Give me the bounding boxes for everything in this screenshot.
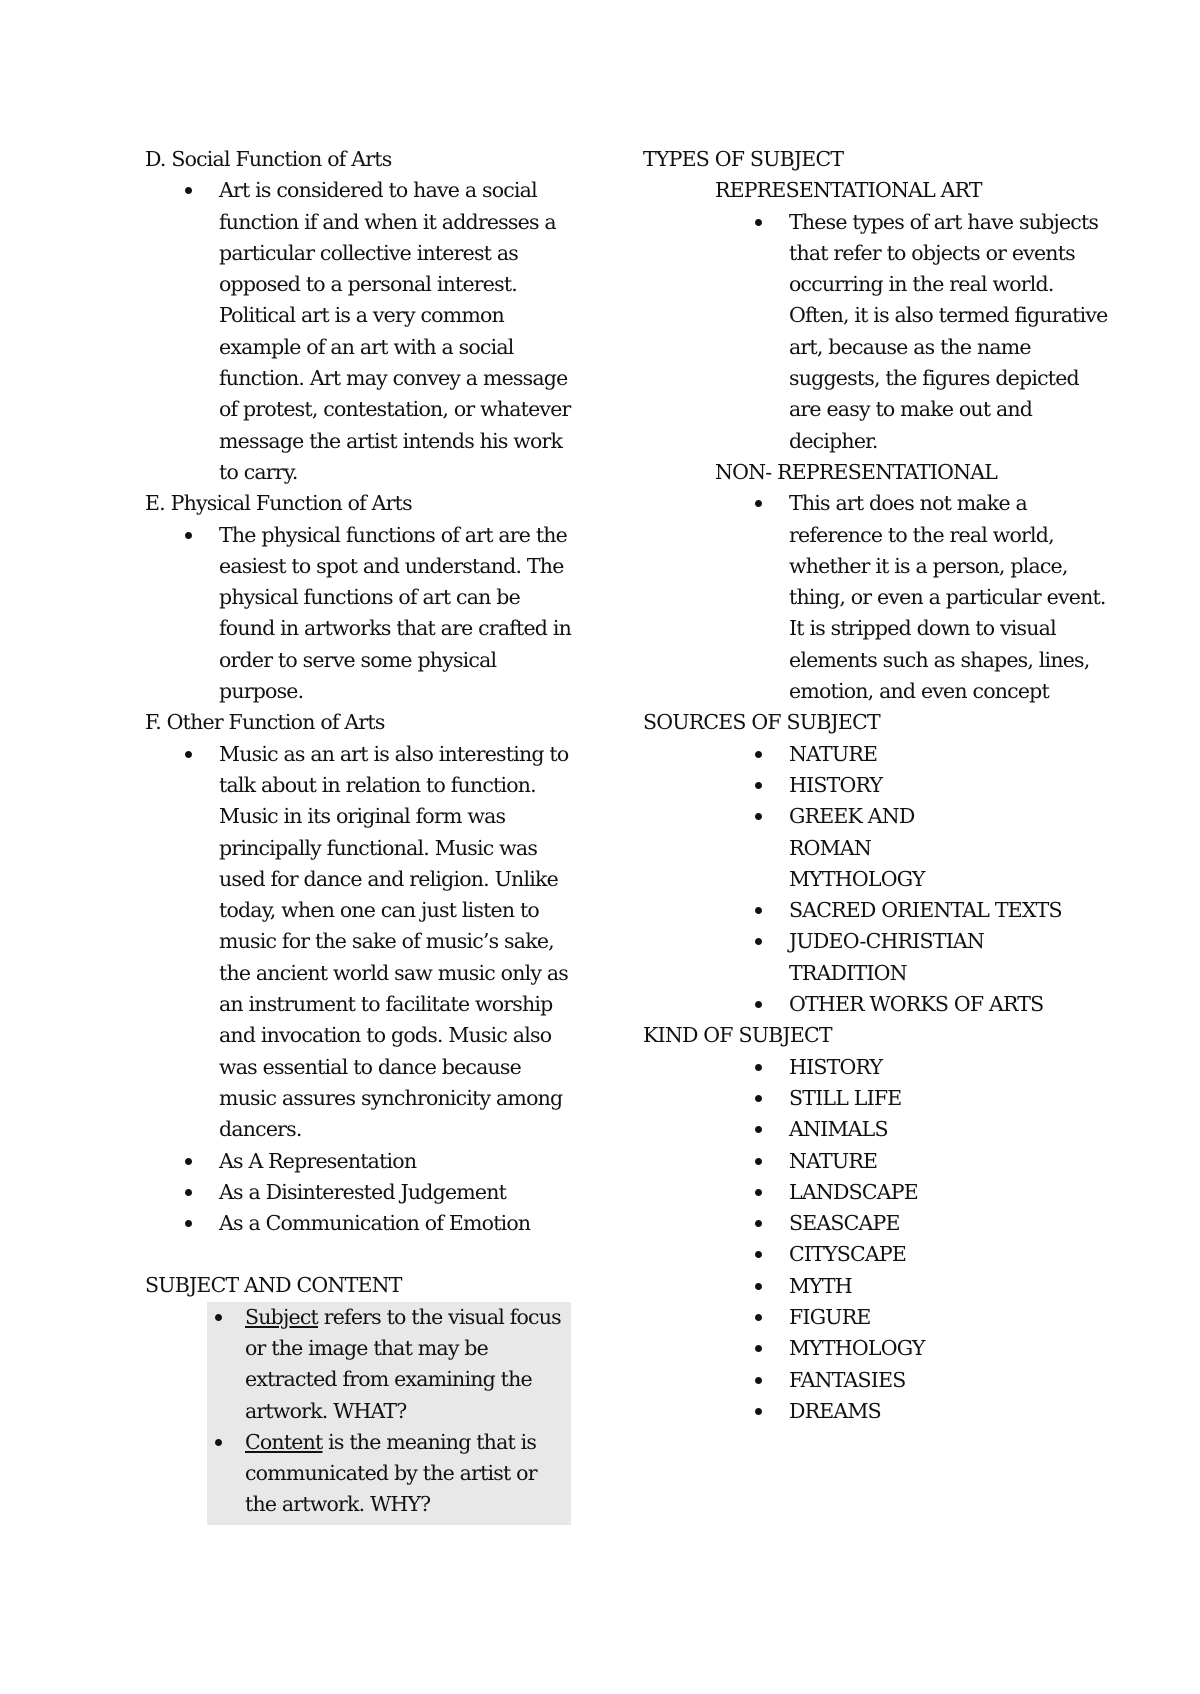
list-item: HISTORY [643, 770, 1113, 801]
section-heading-kind-of-subject: KIND OF SUBJECT [643, 1023, 832, 1048]
list-item: As a Communication of Emotion [145, 1208, 575, 1239]
section-heading-subject-content: SUBJECT AND CONTENT [145, 1273, 402, 1298]
right-column [643, 144, 1113, 1427]
term-subject: Subject [245, 1304, 318, 1329]
list-item: GREEK AND ROMAN MYTHOLOGY [643, 801, 989, 895]
list-item: HISTORY [643, 1052, 1113, 1083]
other-function-list [145, 739, 575, 1240]
term-content: Content [245, 1429, 323, 1454]
list-item: The physical functions of art are the easiest to spot and understand. The physical functions of art can be found in artworks that are crafted in order to serve some physical purpose. [145, 520, 575, 708]
list-item: As A Representation [145, 1146, 575, 1177]
blank-line [145, 1239, 575, 1270]
list-item: DREAMS [643, 1396, 1113, 1427]
representational-list [643, 207, 1113, 457]
section-heading-physical-function: E. Physical Function of Arts [145, 491, 412, 516]
list-item: Art is considered to have a social function if and when it addresses a particular collective interest as opposed to a personal interest. Political art is a very common example of an art with a social function. Art may convey a message of protest, contestation, or whatever message the artist intends his work to carry. [145, 175, 575, 488]
definition-text: is the meaning that is communicated by the artist or the artwork. WHY? [245, 1429, 537, 1517]
list-item: NATURE [643, 739, 1113, 770]
sources-list [643, 739, 1113, 1021]
non-representational-list [643, 488, 1113, 707]
list-item: LANDSCAPE [643, 1177, 1113, 1208]
list-item: MYTHOLOGY [643, 1333, 1113, 1364]
kind-list [643, 1052, 1113, 1428]
list-item: STILL LIFE [643, 1083, 1113, 1114]
list-item [207, 1302, 571, 1427]
section-heading-social-function: D. Social Function of Arts [145, 147, 392, 171]
section-heading-sources-of-subject: SOURCES OF SUBJECT [643, 710, 880, 735]
section-heading-types-of-subject: TYPES OF SUBJECT [643, 147, 844, 171]
list-item: SEASCAPE [643, 1208, 1113, 1239]
subheading-non-representational: NON- REPRESENTATIONAL [715, 459, 998, 484]
list-item: MYTH [643, 1271, 1113, 1302]
list-item: FIGURE [643, 1302, 1113, 1333]
shaded-definition-box [207, 1302, 571, 1525]
list-item: ANIMALS [643, 1114, 1113, 1145]
list-item: FANTASIES [643, 1365, 1113, 1396]
physical-function-list [145, 520, 575, 708]
subject-content-list [207, 1302, 571, 1521]
list-item: CITYSCAPE [643, 1239, 1113, 1270]
list-item: This art does not make a reference to the real world, whether it is a person, place, thing, or even a particular event. It is stripped down to visual elements such as shapes, lines, emotion, and even concept [643, 488, 1113, 707]
section-heading-other-function: F. Other Function of Arts [145, 710, 385, 735]
list-item: These types of art have subjects that refer to objects or events occurring in the real world. Often, it is also termed figurative art, because as the name suggests, the figures depicted are easy to make out and decipher. [643, 207, 1113, 457]
left-column [145, 144, 575, 1525]
list-item: SACRED ORIENTAL TEXTS [643, 895, 1113, 926]
list-item [207, 1427, 571, 1521]
list-item: Music as an art is also interesting to talk about in relation to function. Music in its original form was principally functional. Music was used for dance and religion. Unlike today, when one can just listen to music for the sake of music’s sake, the ancient world saw music only as an instrument to facilitate worship and invocation to gods. Music also was essential to dance because music assures synchronicity among dancers. [145, 739, 575, 1146]
social-function-list [145, 175, 575, 488]
list-item: JUDEO-CHRISTIAN TRADITION [643, 926, 989, 989]
definition-text: refers to the visual focus or the image that may be extracted from examining the artwork. WHAT? [245, 1304, 561, 1423]
list-item: As a Disinterested Judgement [145, 1177, 575, 1208]
subheading-representational-art: REPRESENTATIONAL ART [715, 178, 982, 203]
list-item: NATURE [643, 1146, 1113, 1177]
list-item: OTHER WORKS OF ARTS [643, 989, 1113, 1020]
